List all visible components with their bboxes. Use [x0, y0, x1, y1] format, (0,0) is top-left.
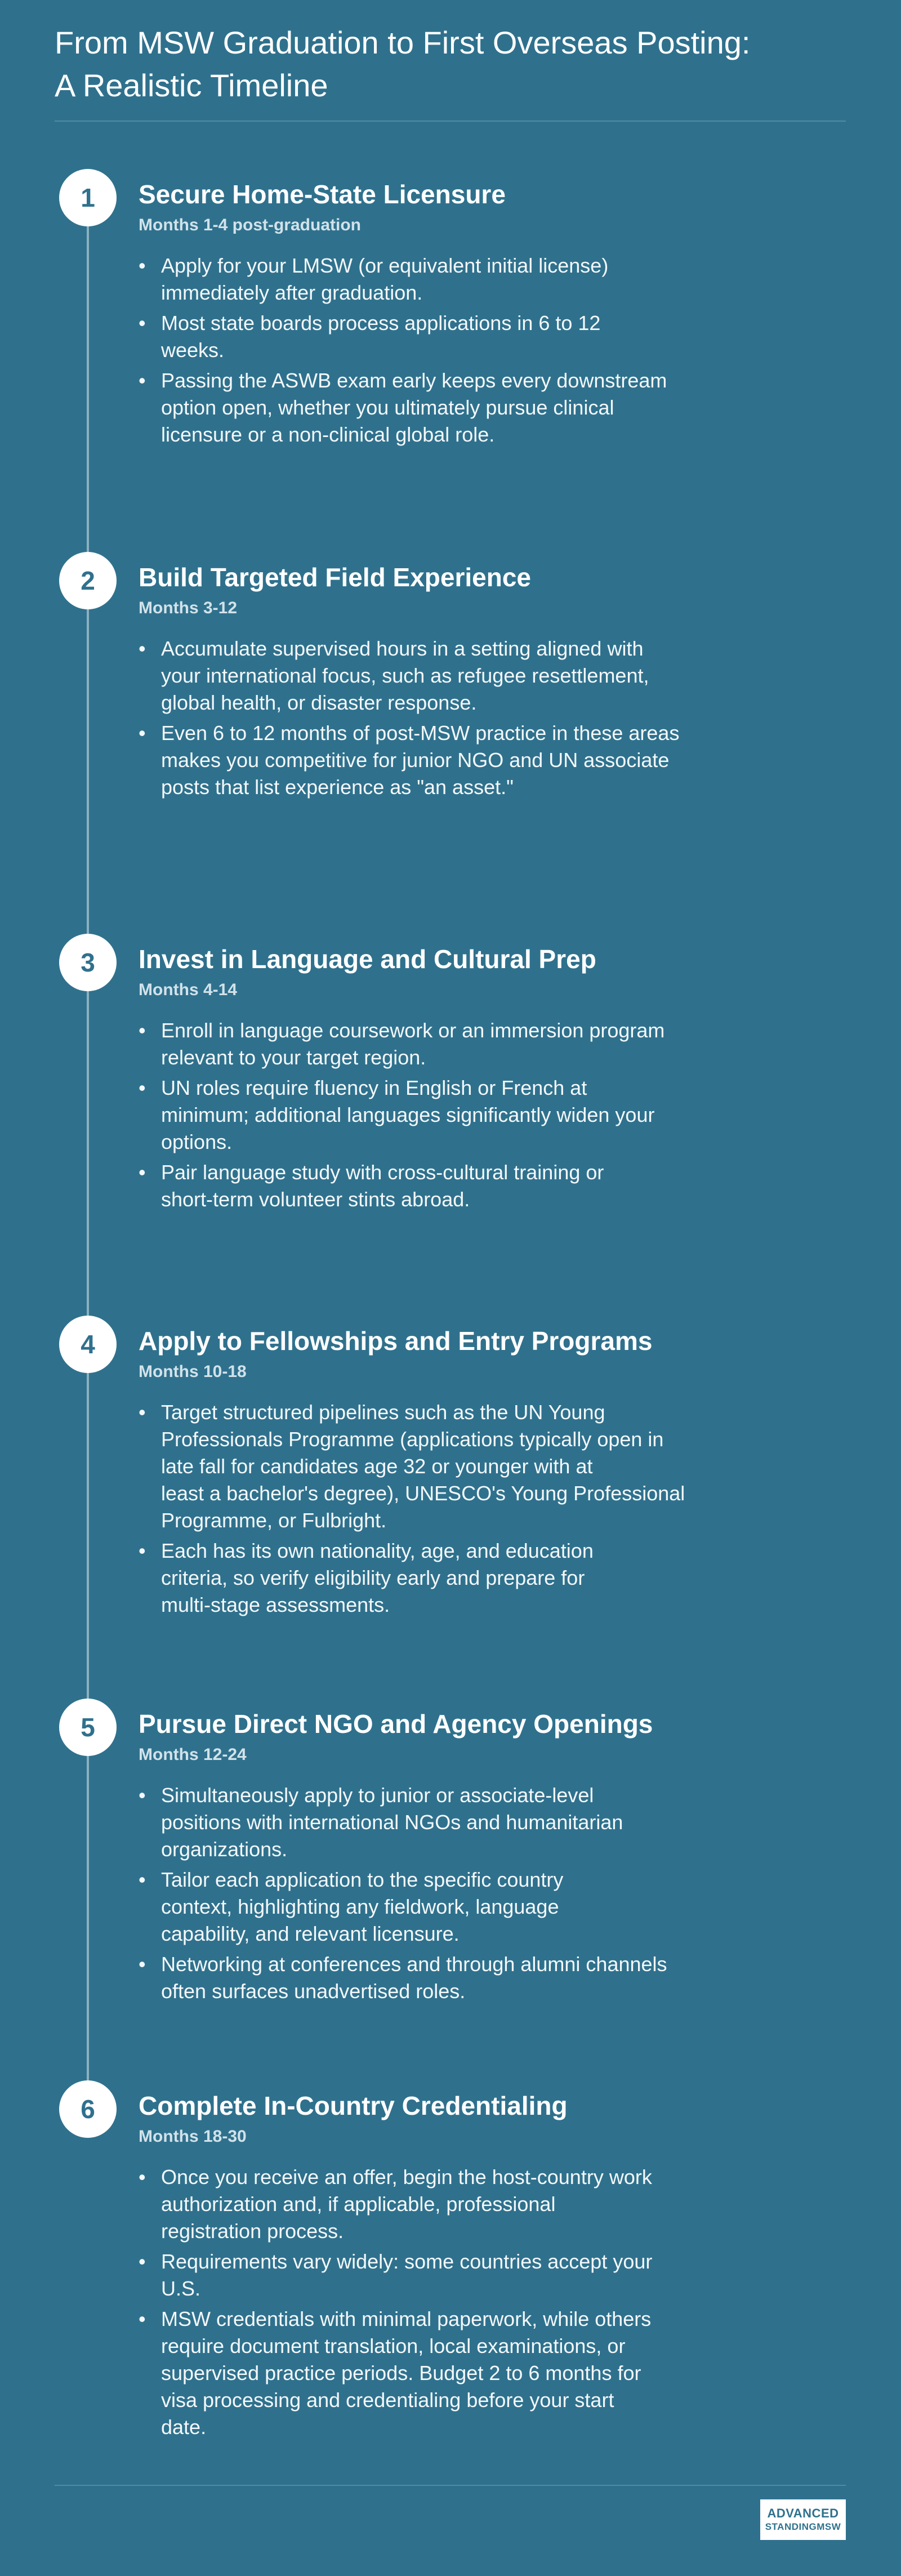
step-number-badge: 4: [59, 1316, 117, 1373]
bullet-text-line: • Target structured pipelines such as the UN Young: [161, 1401, 605, 1424]
bullet-text-line: • Accumulate supervised hours in a setting aligned with: [161, 637, 644, 660]
bullet-item: [139, 720, 730, 801]
bullet-text-line: capability, and relevant licensure.: [161, 1922, 460, 1945]
bullet-text-line: least a bachelor's degree), UNESCO's Young Professional: [161, 1482, 685, 1505]
step-timeframe: Months 12-24: [139, 1745, 247, 1764]
bullet-text-line: short-term volunteer stints abroad.: [161, 1188, 470, 1211]
step-bullet-list: [139, 1017, 730, 1213]
bullet-text-line: your international focus, such as refugee resettlement,: [161, 664, 649, 687]
step-content: [139, 1325, 730, 1622]
bullet-text-line: global health, or disaster response.: [161, 691, 477, 714]
bullet-text-line: option open, whether you ultimately pursue clinical: [161, 396, 614, 419]
advanced-standing-msw-logo: [760, 2499, 846, 2540]
bullet-text-line: Professionals Programme (applications typically open in: [161, 1428, 664, 1451]
logo-text-bottom: STANDINGMSW: [765, 2521, 841, 2532]
step-number-badge: 2: [59, 552, 117, 609]
bullet-text-line: • Requirements vary widely: some countries accept your: [161, 2250, 653, 2273]
bullet-item: [139, 1951, 730, 2005]
bullet-item: [139, 2306, 730, 2441]
bullet-text-line: often surfaces unadvertised roles.: [161, 1980, 466, 2003]
bullet-text-line: multi-stage assessments.: [161, 1593, 390, 1616]
step-bullet-list: [139, 1782, 730, 2005]
bullet-text-line: U.S.: [161, 2277, 201, 2300]
bullet-text-line: context, highlighting any fieldwork, language: [161, 1895, 559, 1918]
bullet-text-line: options.: [161, 1130, 233, 1153]
bullet-text-line: late fall for candidates age 32 or younger with at: [161, 1455, 593, 1478]
bullet-text-line: • Each has its own nationality, age, and education: [161, 1539, 594, 1562]
bullet-item: [139, 1866, 730, 1947]
bullet-text-line: positions with international NGOs and humanitarian: [161, 1811, 623, 1834]
step-timeframe: Months 10-18: [139, 1362, 247, 1381]
bullet-item: [139, 1159, 730, 1213]
bullet-item: [139, 1537, 730, 1619]
bullet-text-line: supervised practice periods. Budget 2 to 6 months for: [161, 2361, 641, 2385]
bullet-text-line: weeks.: [161, 338, 225, 362]
bullet-text-line: • Tailor each application to the specific country: [161, 1868, 564, 1891]
step-title: Pursue Direct NGO and Agency Openings: [139, 1709, 653, 1739]
step-title: Secure Home-State Licensure: [139, 180, 506, 209]
step-content: [139, 943, 730, 1216]
bullet-text-line: criteria, so verify eligibility early and prepare for: [161, 1566, 585, 1589]
bullet-text-line: immediately after graduation.: [161, 281, 423, 304]
bullet-text-line: • Networking at conferences and through alumni channels: [161, 1953, 667, 1976]
bullet-item: [139, 1399, 730, 1534]
bullet-text-line: require document translation, local examinations, or: [161, 2334, 626, 2357]
bullet-item: [139, 1017, 730, 1071]
bullet-item: [139, 635, 730, 716]
step-timeframe: Months 3-12: [139, 599, 238, 617]
bullet-text-line: date.: [161, 2415, 207, 2439]
step-timeframe: Months 4-14: [139, 981, 238, 999]
step-number-badge: 3: [59, 934, 117, 991]
footer-divider: [55, 2485, 846, 2486]
page-title-line-1: From MSW Graduation to First Overseas Posting:: [55, 25, 751, 60]
step-number-badge: 5: [59, 1699, 117, 1756]
bullet-item: [139, 2164, 730, 2245]
step-title: Invest in Language and Cultural Prep: [139, 944, 596, 974]
bullet-text-line: makes you competitive for junior NGO and UN associate: [161, 748, 670, 772]
bullet-item: [139, 2248, 730, 2302]
bullet-text-line: visa processing and credentialing before your start: [161, 2388, 614, 2412]
step-number-badge: 6: [59, 2080, 117, 2138]
bullet-item: [139, 310, 730, 364]
bullet-text-line: • Even 6 to 12 months of post-MSW practice in these areas: [161, 721, 680, 745]
bullet-text-line: • UN roles require fluency in English or French at: [161, 1076, 587, 1099]
step-timeframe: Months 18-30: [139, 2127, 247, 2146]
bullet-item: [139, 1075, 730, 1156]
bullet-text-line: • Passing the ASWB exam early keeps every downstream: [161, 369, 667, 392]
bullet-text-line: licensure or a non-clinical global role.: [161, 423, 495, 446]
bullet-text-line: • Once you receive an offer, begin the host-country work: [161, 2165, 652, 2189]
page-title-line-2: A Realistic Timeline: [55, 68, 328, 103]
step-bullet-list: [139, 2164, 730, 2441]
bullet-text-line: • Most state boards process applications in 6 to 12: [161, 311, 601, 335]
step-title: Apply to Fellowships and Entry Programs: [139, 1326, 653, 1356]
page-header: [55, 21, 843, 107]
step-title: Complete In-Country Credentialing: [139, 2091, 568, 2120]
bullet-item: [139, 252, 730, 306]
step-title: Build Targeted Field Experience: [139, 563, 531, 592]
bullet-text-line: • Simultaneously apply to junior or associate-level: [161, 1784, 594, 1807]
bullet-text-line: • MSW credentials with minimal paperwork, while others: [161, 2307, 652, 2330]
bullet-item: [139, 367, 730, 448]
logo-text-top: ADVANCED: [767, 2506, 839, 2520]
step-bullet-list: [139, 252, 730, 448]
bullet-text-line: posts that list experience as "an asset.": [161, 776, 514, 799]
bullet-text-line: • Apply for your LMSW (or equivalent initial license): [161, 254, 609, 277]
bullet-text-line: organizations.: [161, 1838, 288, 1861]
bullet-text-line: • Pair language study with cross-cultural training or: [161, 1161, 604, 1184]
timeline-line: [87, 197, 89, 2106]
step-timeframe: Months 1-4 post-graduation: [139, 216, 361, 234]
step-content: [139, 561, 730, 804]
step-content: [139, 2089, 730, 2444]
bullet-text-line: relevant to your target region.: [161, 1046, 426, 1069]
bullet-text-line: minimum; additional languages significantly widen your: [161, 1103, 655, 1126]
step-content: [139, 1708, 730, 2008]
step-content: [139, 178, 730, 452]
step-number-badge: 1: [59, 169, 117, 226]
bullet-text-line: • Enroll in language coursework or an immersion program: [161, 1019, 665, 1042]
step-bullet-list: [139, 635, 730, 801]
header-divider: [55, 121, 846, 122]
bullet-text-line: authorization and, if applicable, professional: [161, 2192, 556, 2216]
bullet-text-line: registration process.: [161, 2220, 344, 2243]
bullet-item: [139, 1782, 730, 1863]
bullet-text-line: Programme, or Fulbright.: [161, 1509, 387, 1532]
step-bullet-list: [139, 1399, 730, 1619]
